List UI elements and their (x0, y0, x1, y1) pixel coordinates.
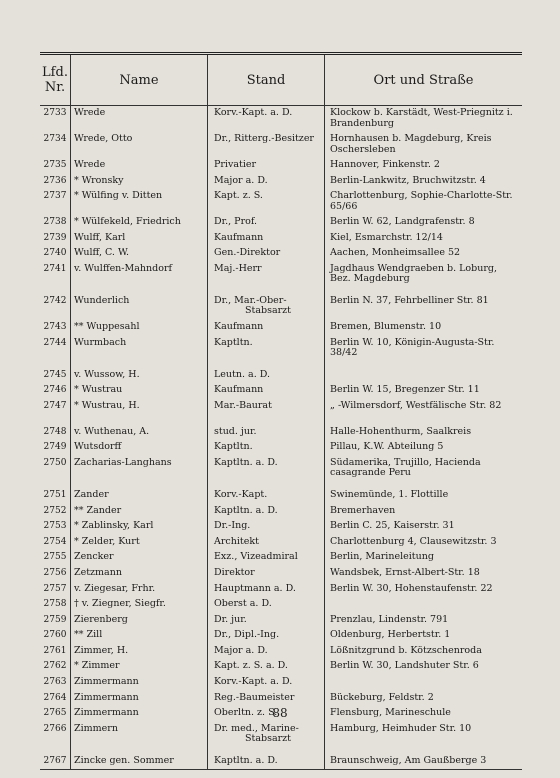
row-number: 2759 (43, 614, 67, 625)
row-ort: Südamerika, Trujillo, Hacienda casagrande Peru (330, 456, 481, 479)
row-name: Wrede, Otto (74, 134, 133, 144)
row-stand: Direktor (214, 566, 255, 578)
row-number: 2745 (43, 369, 67, 380)
table-row (40, 174, 522, 190)
row-ort: Wandsbek, Ernst-Albert-Str. 18 (330, 566, 480, 578)
table-row (40, 754, 522, 770)
row-name: * Zablinsky, Karl (74, 521, 154, 532)
row-stand: Exz., Vizeadmiral (214, 551, 298, 563)
row-name: * Wülfekeld, Friedrich (74, 217, 181, 228)
row-number: 2756 (43, 567, 67, 578)
table-row (40, 550, 522, 566)
row-name: Zetzmann (74, 567, 122, 578)
row-name: v. Wussow, H. (74, 369, 140, 380)
row-name: Zacharias-Langhans (74, 457, 172, 468)
row-name: ** Wuppesahl (74, 321, 140, 332)
table-row (40, 566, 522, 582)
row-stand: Dr.-Ing. (214, 520, 251, 532)
row-name: Zimmer, H. (74, 645, 129, 656)
row-stand: Kaptltn. (214, 336, 253, 348)
row-stand: Dr., Dipl.-Ing. (214, 629, 280, 641)
row-ort: Charlottenburg, Sophie-Charlotte-Str. 65/66 (330, 190, 513, 212)
row-stand: Dr., Prof. (214, 216, 258, 228)
table-row (40, 644, 522, 660)
row-name: Zimmermann (74, 677, 139, 688)
row-number: 2751 (43, 489, 67, 500)
row-stand: Kaufmann (214, 231, 264, 243)
row-stand-line2: Stabsarzt (245, 733, 291, 745)
table-row (40, 132, 522, 158)
row-stand: Kaptltn. a. D. (214, 456, 278, 468)
row-stand: Leutn. a. D. (214, 368, 271, 380)
row-stand: Mar.-Baurat (214, 399, 272, 411)
row-number: 2763 (43, 677, 67, 688)
row-name: Zander (74, 489, 109, 500)
row-stand: Kaufmann (214, 320, 264, 332)
row-number: 2754 (43, 536, 67, 547)
row-ort: Oldenburg, Herbertstr. 1 (330, 629, 451, 641)
row-number: 2738 (43, 217, 67, 228)
row-stand-line2: Stabsarzt (245, 305, 291, 317)
table-row (40, 106, 522, 132)
row-name: † v. Ziegner, Siegfr. (74, 599, 166, 610)
row-stand (214, 296, 322, 317)
table-row (40, 215, 522, 231)
row-stand: stud. jur. (214, 425, 257, 437)
row-ort: Aachen, Monheimsallee 52 (330, 247, 461, 259)
row-stand: Major a. D. (214, 174, 268, 186)
row-number: 2757 (43, 583, 67, 594)
row-stand: Korv.-Kapt. (214, 488, 268, 500)
row-number: 2764 (43, 692, 67, 703)
row-name: Zincke gen. Sommer (74, 755, 174, 766)
row-name: * Wronsky (74, 175, 124, 186)
row-name: Zierenberg (74, 614, 128, 625)
table-row (40, 158, 522, 174)
row-number: 2761 (43, 645, 67, 656)
row-name: Wrede (74, 160, 106, 170)
row-number: 2762 (43, 661, 67, 672)
row-ort: Hamburg, Heimhuder Str. 10 (330, 722, 472, 734)
row-stand: Korv.-Kapt. a. D. (214, 676, 293, 688)
row-stand: Reg.-Baumeister (214, 691, 295, 703)
header-name: Name (119, 72, 159, 88)
table-row (40, 488, 522, 504)
row-number: 2758 (43, 599, 67, 610)
table-row (40, 320, 522, 336)
row-number: 2746 (43, 385, 67, 396)
row-name: v. Wuthenau, A. (74, 426, 150, 437)
row-number: 2741 (43, 263, 67, 274)
row-name: ** Zander (74, 505, 122, 516)
row-number: 2760 (43, 630, 67, 641)
row-stand-line1: Dr. med., Marine- (214, 722, 299, 734)
row-stand: Privatier (214, 159, 257, 170)
row-name: * Zimmer (74, 661, 120, 672)
table-row (40, 504, 522, 520)
row-number: 2740 (43, 248, 67, 259)
row-ort: Bremen, Blumenstr. 10 (330, 320, 442, 332)
table-header (40, 55, 522, 106)
row-ort: Bückeburg, Feldstr. 2 (330, 691, 434, 703)
table-row (40, 262, 522, 288)
row-name: * Wustrau, H. (74, 400, 140, 411)
table-row (40, 294, 522, 320)
row-name: Wurmbach (74, 337, 127, 348)
row-number: 2743 (43, 321, 67, 332)
row-stand: Kapt. z. S. a. D. (214, 660, 288, 672)
row-number: 2767 (43, 755, 67, 766)
row-stand: Kaptltn. (214, 441, 253, 453)
row-stand: Maj.-Herr (214, 262, 262, 274)
row-name: Wrede (74, 108, 106, 118)
row-number: 2734 (43, 134, 67, 144)
row-ort: Jagdhaus Wendgraeben b. Loburg, Bez. Magdeburg (330, 262, 497, 285)
row-number: 2748 (43, 426, 67, 437)
table-row (40, 456, 522, 482)
row-number: 2765 (43, 708, 67, 719)
table-row (40, 628, 522, 644)
row-ort: Berlin C. 25, Kaiserstr. 31 (330, 520, 455, 532)
row-ort: Klockow b. Karstädt, West-Priegnitz i. Brandenburg (330, 107, 513, 129)
row-name: ** Zill (74, 630, 103, 641)
row-ort: Berlin W. 10, Königin-Augusta-Str. 38/42 (330, 336, 495, 359)
row-number: 2750 (43, 457, 67, 468)
row-name: * Zelder, Kurt (74, 536, 140, 547)
row-stand: Hauptmann a. D. (214, 582, 296, 594)
row-number: 2766 (43, 723, 67, 734)
row-number: 2739 (43, 232, 67, 243)
table-row (40, 597, 522, 613)
member-table (40, 52, 522, 770)
row-ort: Berlin W. 62, Landgrafenstr. 8 (330, 216, 475, 228)
table-row (40, 425, 522, 441)
table-body (40, 106, 522, 769)
row-number: 2744 (43, 337, 67, 348)
row-ort: Bremerhaven (330, 504, 396, 516)
row-name: v. Wulffen-Mahndorf (74, 263, 173, 274)
row-ort: Hornhausen b. Magdeburg, Kreis Oschersleben (330, 133, 492, 155)
row-ort: Swinemünde, 1. Flottille (330, 488, 449, 500)
row-stand: Kaufmann (214, 384, 264, 396)
row-stand: Architekt (214, 535, 259, 547)
row-stand: Kaptltn. a. D. (214, 754, 278, 766)
row-ort: Braunschweig, Am Gaußberge 3 (330, 754, 487, 766)
row-stand: Dr., Ritterg.-Besitzer (214, 133, 314, 144)
row-stand (214, 724, 322, 745)
table-row (40, 383, 522, 399)
row-stand: Dr. jur. (214, 613, 247, 625)
table-row (40, 722, 522, 748)
header-stand: Stand (246, 72, 286, 88)
header-ort: Ort und Straße (373, 72, 474, 88)
row-name: * Wustrau (74, 385, 123, 396)
row-stand: Kaptltn. a. D. (214, 504, 278, 516)
table-row (40, 675, 522, 691)
row-ort: Pillau, K.W. Abteilung 5 (330, 441, 444, 453)
row-ort: Flensburg, Marineschule (330, 707, 451, 719)
table-row (40, 440, 522, 456)
row-stand: Korv.-Kapt. a. D. (214, 107, 293, 118)
header-nr: Lfd. Nr. (42, 65, 68, 95)
row-ort: Berlin W. 15, Bregenzer Str. 11 (330, 384, 480, 396)
row-name: Wunderlich (74, 295, 130, 306)
table-row (40, 519, 522, 535)
row-number: 2755 (43, 552, 67, 563)
row-ort: Prenzlau, Lindenstr. 791 (330, 613, 449, 625)
row-ort: Charlottenburg 4, Clausewitzstr. 3 (330, 535, 497, 547)
row-number: 2737 (43, 191, 67, 202)
row-name: Zimmern (74, 723, 118, 734)
row-stand: Kapt. z. S. (214, 190, 263, 202)
row-stand: Gen.-Direktor (214, 247, 281, 259)
row-ort: Lößnitzgrund b. Kötzschenroda (330, 644, 482, 656)
row-name: Zencker (74, 552, 114, 563)
page-number: 88 (272, 706, 288, 720)
row-ort: Hannover, Finkenstr. 2 (330, 159, 440, 170)
row-name: Wutsdorff (74, 442, 122, 453)
row-number: 2742 (43, 295, 67, 306)
row-number: 2735 (43, 160, 67, 170)
row-ort: Berlin, Marineleitung (330, 551, 434, 563)
table-row (40, 691, 522, 707)
table-row (40, 535, 522, 551)
table-row (40, 189, 522, 215)
row-name: * Wülfing v. Ditten (74, 191, 163, 202)
row-number: 2749 (43, 442, 67, 453)
table-row (40, 336, 522, 362)
table-row (40, 613, 522, 629)
table-row (40, 582, 522, 598)
row-name: Wulff, Karl (74, 232, 126, 243)
row-ort: „ -Wilmersdorf, Westfälische Str. 82 (330, 399, 502, 411)
row-name: Wulff, C. W. (74, 248, 130, 259)
row-number: 2747 (43, 400, 67, 411)
row-ort: Berlin W. 30, Hohenstaufenstr. 22 (330, 582, 493, 594)
row-number: 2753 (43, 521, 67, 532)
row-stand: Oberltn. z. S. (214, 707, 278, 719)
row-name: v. Ziegesar, Frhr. (74, 583, 156, 594)
row-ort: Halle-Hohenthurm, Saalkreis (330, 425, 472, 437)
table-row (40, 231, 522, 247)
row-stand-line1: Dr., Mar.-Ober- (214, 294, 287, 306)
row-ort: Berlin N. 37, Fehrbelliner Str. 81 (330, 294, 489, 306)
row-number: 2752 (43, 505, 67, 516)
row-number: 2736 (43, 175, 67, 186)
row-ort: Berlin-Lankwitz, Bruchwitzstr. 4 (330, 174, 486, 186)
table-row (40, 399, 522, 425)
table-row (40, 659, 522, 675)
row-name: Zimmermann (74, 708, 139, 719)
row-stand: Oberst a. D. (214, 598, 272, 610)
row-name: Zimmermann (74, 692, 139, 703)
row-stand: Major a. D. (214, 644, 268, 656)
row-ort: Berlin W. 30, Landshuter Str. 6 (330, 660, 479, 672)
table-row (40, 246, 522, 262)
row-ort: Kiel, Esmarchstr. 12/14 (330, 231, 443, 243)
table-row (40, 368, 522, 384)
row-number: 2733 (43, 108, 67, 118)
